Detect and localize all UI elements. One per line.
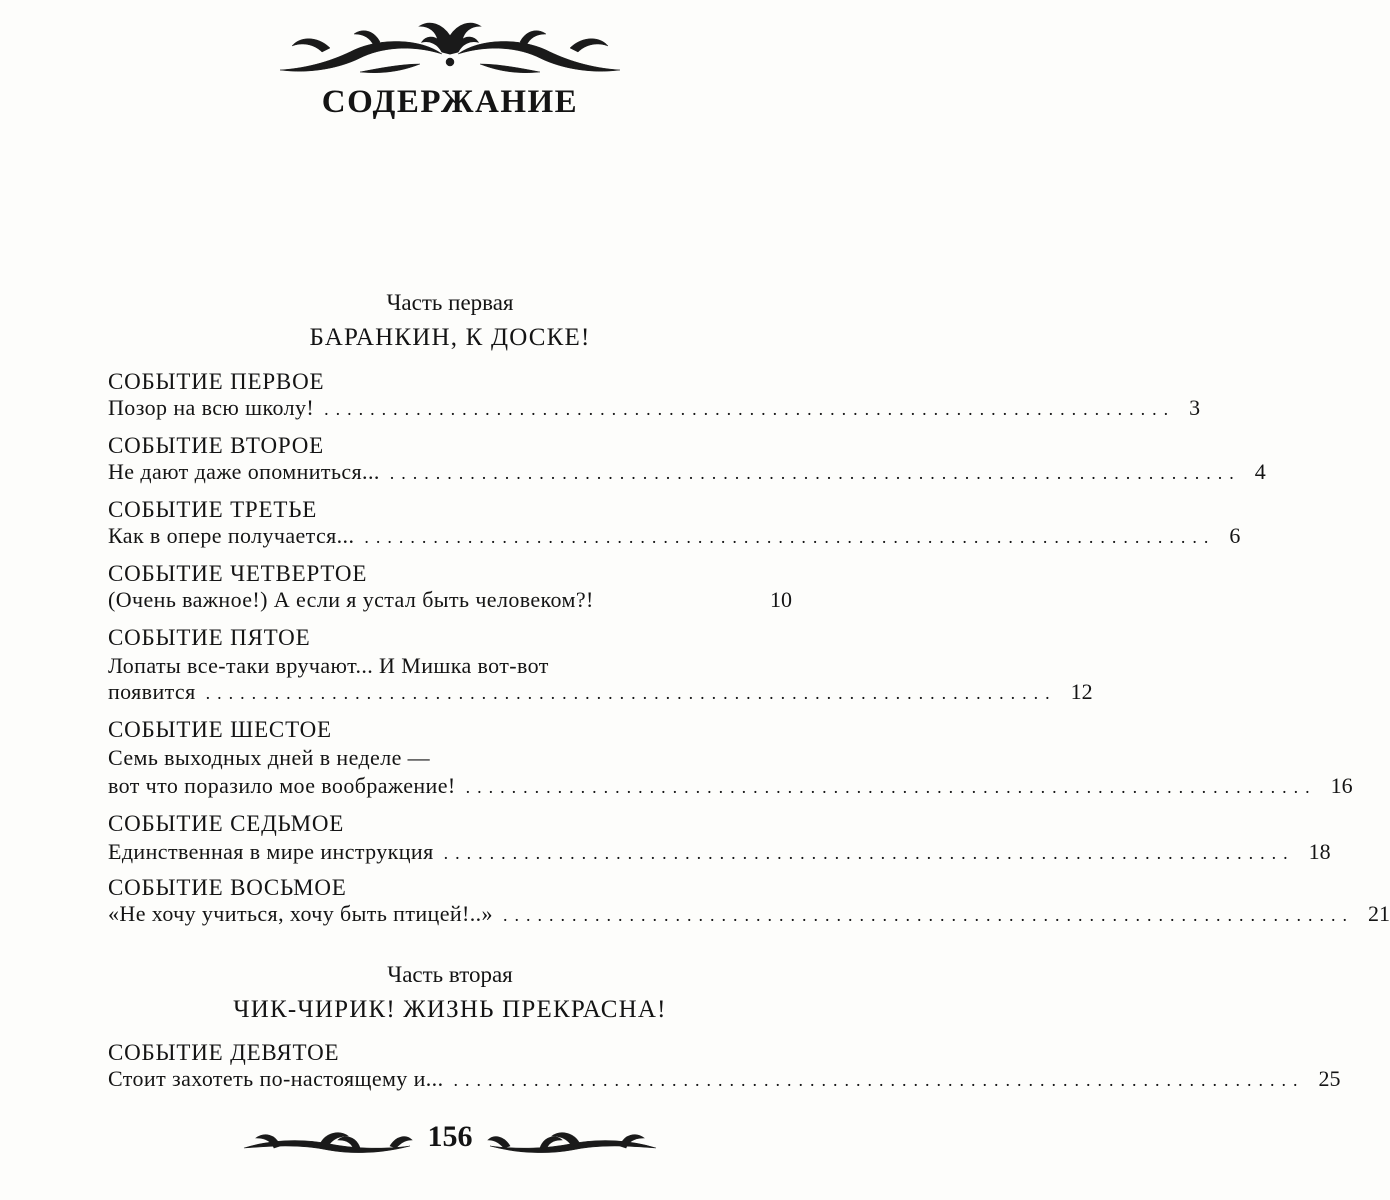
part1-label: Часть первая	[386, 290, 514, 315]
toc-page-number: 3	[1189, 395, 1201, 420]
toc-line	[108, 839, 1331, 869]
event-heading: СОБЫТИЕ ПЯТОЕ	[108, 625, 311, 650]
toc-line	[108, 679, 1093, 709]
dot-leader: ..........................................................................	[453, 1070, 1305, 1090]
event-heading: СОБЫТИЕ ВОСЬМОЕ	[108, 875, 347, 900]
toc-line	[108, 395, 1201, 425]
event-heading: СОБЫТИЕ ТРЕТЬЕ	[108, 497, 318, 522]
event-heading: СОБЫТИЕ ЧЕТВЕРТОЕ	[108, 561, 368, 586]
dot-leader: ..........................................................................	[205, 683, 1057, 703]
toc-line	[108, 901, 1390, 931]
toc-page-number: 18	[1308, 839, 1331, 864]
toc-entry-text: Стоит захотеть по-настоящему и...	[108, 1066, 444, 1091]
toc-line	[108, 1066, 1341, 1096]
toc-page-number: 25	[1318, 1066, 1341, 1091]
toc-entry-text: «Не хочу учиться, хочу быть птицей!..»	[108, 901, 493, 926]
event-heading: СОБЫТИЕ ДЕВЯТОЕ	[108, 1040, 340, 1065]
part2-label: Часть вторая	[387, 962, 513, 987]
toc-entry-text: Позор на всю школу!	[108, 395, 315, 420]
toc-line	[108, 523, 1241, 553]
toc-line	[108, 459, 1266, 489]
event-heading: СОБЫТИЕ ШЕСТОЕ	[108, 717, 332, 742]
part1-title: БАРАНКИН, К ДОСКЕ!	[309, 324, 591, 351]
dot-leader: ..........................................................................	[364, 527, 1216, 547]
toc-entry-text: (Очень важное!) А если я устал быть человеком?!	[108, 587, 594, 612]
event-heading: СОБЫТИЕ ВТОРОЕ	[108, 433, 324, 458]
toc-entry-text: появится	[108, 679, 196, 704]
dot-leader: ..........................................................................	[465, 777, 1317, 797]
toc-entry-text: Единственная в мире инструкция	[108, 839, 434, 864]
toc-entry-text: Не дают даже опомниться...	[108, 459, 380, 484]
dot-leader: ..........................................................................	[502, 905, 1354, 925]
toc-line	[108, 587, 792, 617]
part2-title: ЧИК-ЧИРИК! ЖИЗНЬ ПРЕКРАСНА!	[233, 996, 667, 1023]
dot-leader: ..........................................................................	[443, 843, 1295, 863]
dot-leader: ..........................................................................	[389, 463, 1241, 483]
toc-page-number: 16	[1330, 773, 1353, 798]
toc-page-number: 4	[1254, 459, 1266, 484]
toc-entry-text-line1: Лопаты все-таки вручают... И Мишка вот-вот	[108, 653, 549, 678]
toc-page-number: 6	[1229, 523, 1241, 548]
page-title: СОДЕРЖАНИЕ	[321, 84, 579, 120]
event-heading: СОБЫТИЕ СЕДЬМОЕ	[108, 811, 345, 836]
toc-entry-text-line1: Семь выходных дней в неделе —	[108, 745, 431, 770]
event-heading: СОБЫТИЕ ПЕРВОЕ	[108, 369, 325, 394]
page-number: 156	[427, 1120, 473, 1153]
toc-entry-text: Как в опере получается...	[108, 523, 355, 548]
toc-entry-text: вот что поразило мое воображение!	[108, 773, 456, 798]
toc-page-number: 10	[770, 587, 792, 612]
toc-line	[108, 773, 1353, 803]
toc-page-number: 12	[1070, 679, 1093, 704]
top-ornament-icon	[270, 14, 630, 78]
dot-leader: ..........................................................................	[324, 399, 1176, 419]
toc-page-number: 21	[1367, 901, 1390, 926]
